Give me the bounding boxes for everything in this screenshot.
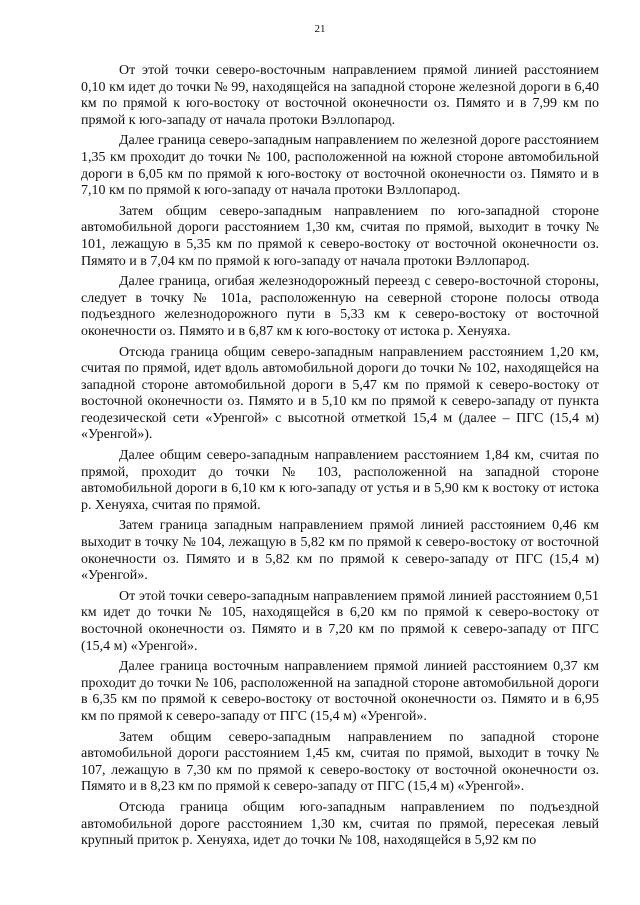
paragraph-point-101a: Далее граница, огибая железнодорожный переезд с северо-восточной стороны, следует в точку № 101а, расположенную на северной стороне полосы отвода подъездного железнодорожного пути в 5,33 км к северо-востоку от восточной оконечности оз. Пямято и в 6,87 км к юго-востоку от истока р. Хенуяха. (81, 274, 599, 339)
paragraph-point-101: Затем общим северо-западным направлением по юго-западной стороне автомобильной дороги расстоянием 1,30 км, считая по прямой, выходит в точку № 101, лежащую в 5,35 км по прямой к северо-востоку от восточной оконечности оз. Пямято и в 7,04 км по прямой к юго-западу от начала протоки Вэллопарод. (81, 203, 599, 269)
paragraph-point-108: Отсюда граница общим юго-западным направлением по подъездной автомобильной дороге расстоянием 1,30 км, считая по прямой, пересекая левый крупный приток р. Хенуяха, идет до точки № 108, находящейся в 5,92 км по (81, 799, 599, 849)
paragraph-point-100: Далее граница северо-западным направлением по железной дороге расстоянием 1,35 км проходит до точки № 100, расположенной на южной стороне автомобильной дороги в 6,05 км по прямой к юго-востоку от восточной оконечности оз. Пямято и в 7,10 км по прямой к юго-западу от начала протоки Вэллопарод. (81, 133, 599, 199)
paragraph-point-99: От этой точки северо-восточным направлением прямой линией расстоянием 0,10 км идет до точки № 99, находящейся на западной стороне железной дороги в 6,40 км по прямой к юго-востоку от восточной оконечности оз. Пямято и в 7,99 км по прямой к юго-западу от начала протоки Вэллопарод. (81, 63, 599, 128)
document-body (81, 63, 599, 854)
paragraph-point-104: Затем граница западным направлением прямой линией расстоянием 0,46 км выходит в точку № 104, лежащую в 5,82 км по прямой к северо-востоку от восточной оконечности оз. Пямято и в 5,82 км по прямой к северо-западу от ПГС (15,4 м) «Уренгой». (81, 518, 599, 584)
paragraph-point-105: От этой точки северо-западным направлением прямой линией расстоянием 0,51 км идет до точки № 105, находящейся в 6,20 км по прямой к северо-востоку от восточной оконечности оз. Пямято и в 7,20 км по прямой к северо-западу от ПГС (15,4 м) «Уренгой». (81, 588, 599, 654)
paragraph-point-107: Затем общим северо-западным направлением по западной стороне автомобильной дороги расстоянием 1,45 км, считая по прямой, выходит в точку № 107, лежащую в 7,30 км по прямой к северо-востоку от восточной оконечности оз. Пямято и в 8,23 км по прямой к северо-западу от ПГС (15,4 м) «Уренгой». (81, 729, 599, 795)
paragraph-point-103: Далее общим северо-западным направлением расстоянием 1,84 км, считая по прямой, проходит до точки № 103, расположенной на западной стороне автомобильной дороги в 6,10 км к юго-западу от устья и в 5,90 км к востоку от истока р. Хенуяха, считая по прямой. (81, 448, 599, 513)
paragraph-point-106: Далее граница восточным направлением прямой линией расстоянием 0,37 км проходит до точки № 106, расположенной на западной стороне автомобильной дороги в 6,35 км по прямой к северо-востоку от восточной оконечности оз. Пямято и в 6,95 км по прямой к северо-западу от ПГС (15,4 м) «Уренгой». (81, 659, 599, 724)
page-number: 21 (314, 23, 326, 35)
paragraph-point-102: Отсюда граница общим северо-западным направлением расстоянием 1,20 км, считая по прямой, идет вдоль автомобильной дороги до точки № 102, находящейся на западной стороне автомобильной дороги в 5,47 км по прямой к северо-востоку от восточной оконечности оз. Пямято и в 5,10 км по прямой к северо-западу от пункта геодезической сети «Уренгой» с высотной отметкой 15,4 м (далее – ПГС (15,4 м) «Уренгой»). (81, 344, 599, 443)
